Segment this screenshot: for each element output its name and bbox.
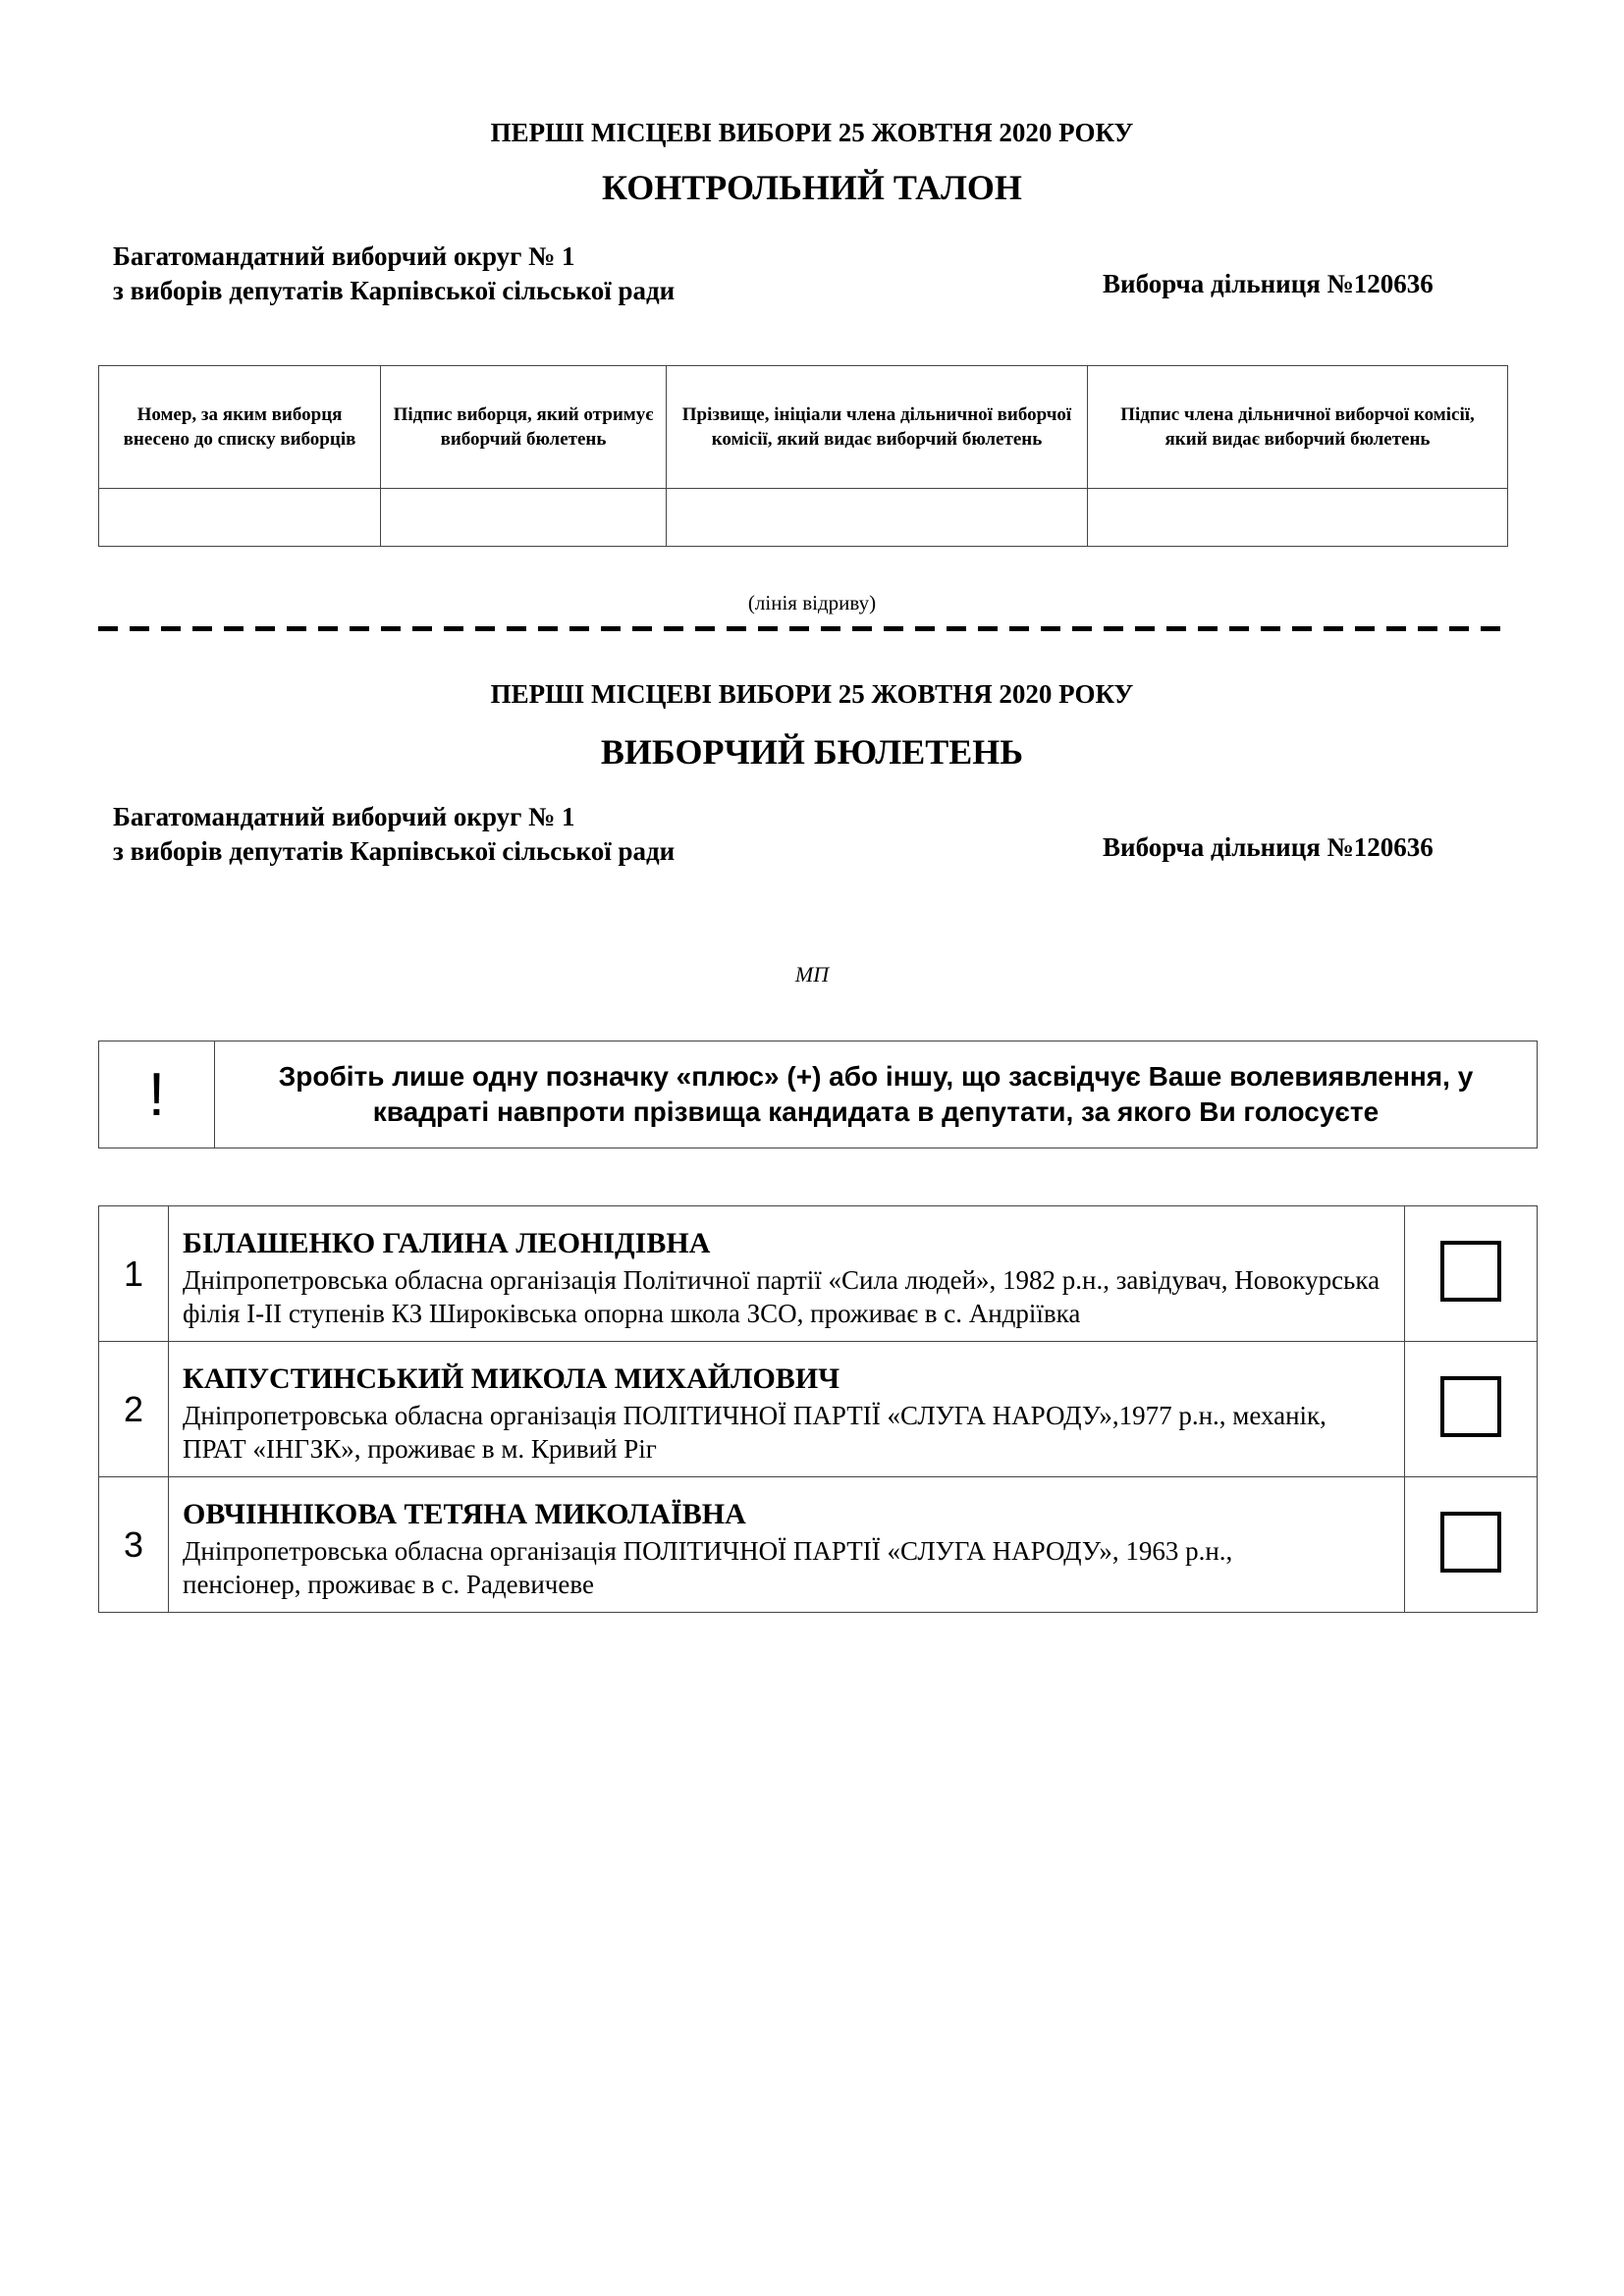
stamp-placeholder: МП bbox=[794, 962, 830, 987]
vote-checkbox[interactable] bbox=[1440, 1241, 1501, 1302]
stub-field-member-name[interactable] bbox=[667, 489, 1088, 547]
candidate-number: 2 bbox=[99, 1342, 169, 1477]
stub-field-voter-number[interactable] bbox=[99, 489, 381, 547]
stub-field-voter-signature[interactable] bbox=[381, 489, 667, 547]
control-stub-header-row bbox=[99, 366, 1508, 489]
candidate-row bbox=[99, 1477, 1538, 1613]
candidate-info bbox=[169, 1477, 1405, 1613]
stub-col-voter-number: Номер, за яким виборця внесено до списку виборців bbox=[99, 366, 381, 489]
candidate-description: Дніпропетровська обласна організація Політичної партії «Сила людей», 1982 р.н., завідувач, Новокурська філія І-ІІ ступенів КЗ Широківська опорна школа ЗСО, проживає в с. Андріївка bbox=[183, 1264, 1380, 1328]
candidate-number: 1 bbox=[99, 1206, 169, 1342]
ballot-election-title: ПЕРШІ МІСЦЕВІ ВИБОРИ 25 ЖОВТНЯ 2020 РОКУ bbox=[490, 679, 1134, 709]
candidate-description: Дніпропетровська обласна організація ПОЛІТИЧНОЇ ПАРТІЇ «СЛУГА НАРОДУ», 1963 р.н., пенсіонер, проживає в с. Радевичеве bbox=[183, 1535, 1233, 1599]
candidate-description: Дніпропетровська обласна організація ПОЛІТИЧНОЇ ПАРТІЇ «СЛУГА НАРОДУ»,1977 р.н., механік, ПРАТ «ІНГЗК», проживає в м. Кривий Ріг bbox=[183, 1400, 1326, 1464]
candidate-checkbox-cell bbox=[1405, 1342, 1538, 1477]
stub-district-line1: Багатомандатний виборчий округ № 1 bbox=[113, 241, 575, 271]
candidate-row bbox=[99, 1342, 1538, 1477]
candidate-name: ОВЧІННІКОВА ТЕТЯНА МИКОЛАЇВНА bbox=[183, 1497, 746, 1530]
stub-district-line2: з виборів депутатів Карпівської сільської ради bbox=[113, 276, 676, 305]
ballot-district-line1: Багатомандатний виборчий округ № 1 bbox=[113, 802, 575, 831]
vote-checkbox[interactable] bbox=[1440, 1376, 1501, 1437]
candidate-checkbox-cell bbox=[1405, 1206, 1538, 1342]
voting-instruction-box bbox=[98, 1041, 1538, 1148]
candidate-name: КАПУСТИНСЬКИЙ МИКОЛА МИХАЙЛОВИЧ bbox=[183, 1362, 840, 1395]
voting-instruction-text: Зробіть лише одну позначку «плюс» (+) або іншу, що засвідчує Ваше волевиявлення, у квадраті навпроти прізвища кандидата в депутати, за якого Ви голосуєте bbox=[278, 1061, 1474, 1127]
candidate-info bbox=[169, 1206, 1405, 1342]
control-stub-table bbox=[98, 365, 1508, 547]
stub-col-member-name: Прізвище, ініціали члена дільничної виборчої комісії, який видає виборчий бюлетень bbox=[667, 366, 1088, 489]
candidate-number: 3 bbox=[99, 1477, 169, 1613]
tear-line bbox=[98, 626, 1508, 631]
stub-election-title: ПЕРШІ МІСЦЕВІ ВИБОРИ 25 ЖОВТНЯ 2020 РОКУ bbox=[490, 118, 1134, 147]
stub-col-member-signature: Підпис члена дільничної виборчої комісії, який видає виборчий бюлетень bbox=[1088, 366, 1508, 489]
stub-precinct: Виборча дільниця №120636 bbox=[1103, 269, 1434, 298]
ballot-heading: ВИБОРЧИЙ БЮЛЕТЕНЬ bbox=[600, 732, 1024, 772]
exclamation-icon: ! bbox=[99, 1041, 215, 1148]
ballot-district bbox=[113, 800, 675, 869]
stub-district bbox=[113, 240, 675, 308]
tear-line-label: (лінія відриву) bbox=[747, 591, 877, 614]
candidate-checkbox-cell bbox=[1405, 1477, 1538, 1613]
stub-heading: КОНТРОЛЬНИЙ ТАЛОН bbox=[602, 168, 1022, 207]
ballot-precinct: Виборча дільниця №120636 bbox=[1103, 832, 1434, 862]
stub-field-member-signature[interactable] bbox=[1088, 489, 1508, 547]
candidate-list bbox=[98, 1205, 1538, 1613]
vote-checkbox[interactable] bbox=[1440, 1512, 1501, 1573]
candidate-info bbox=[169, 1342, 1405, 1477]
control-stub-entry-row bbox=[99, 489, 1508, 547]
ballot-district-line2: з виборів депутатів Карпівської сільської ради bbox=[113, 836, 676, 866]
stub-col-voter-signature: Підпис виборця, який отримує виборчий бюлетень bbox=[381, 366, 667, 489]
candidate-name: БІЛАШЕНКО ГАЛИНА ЛЕОНІДІВНА bbox=[183, 1226, 711, 1259]
candidate-row bbox=[99, 1206, 1538, 1342]
